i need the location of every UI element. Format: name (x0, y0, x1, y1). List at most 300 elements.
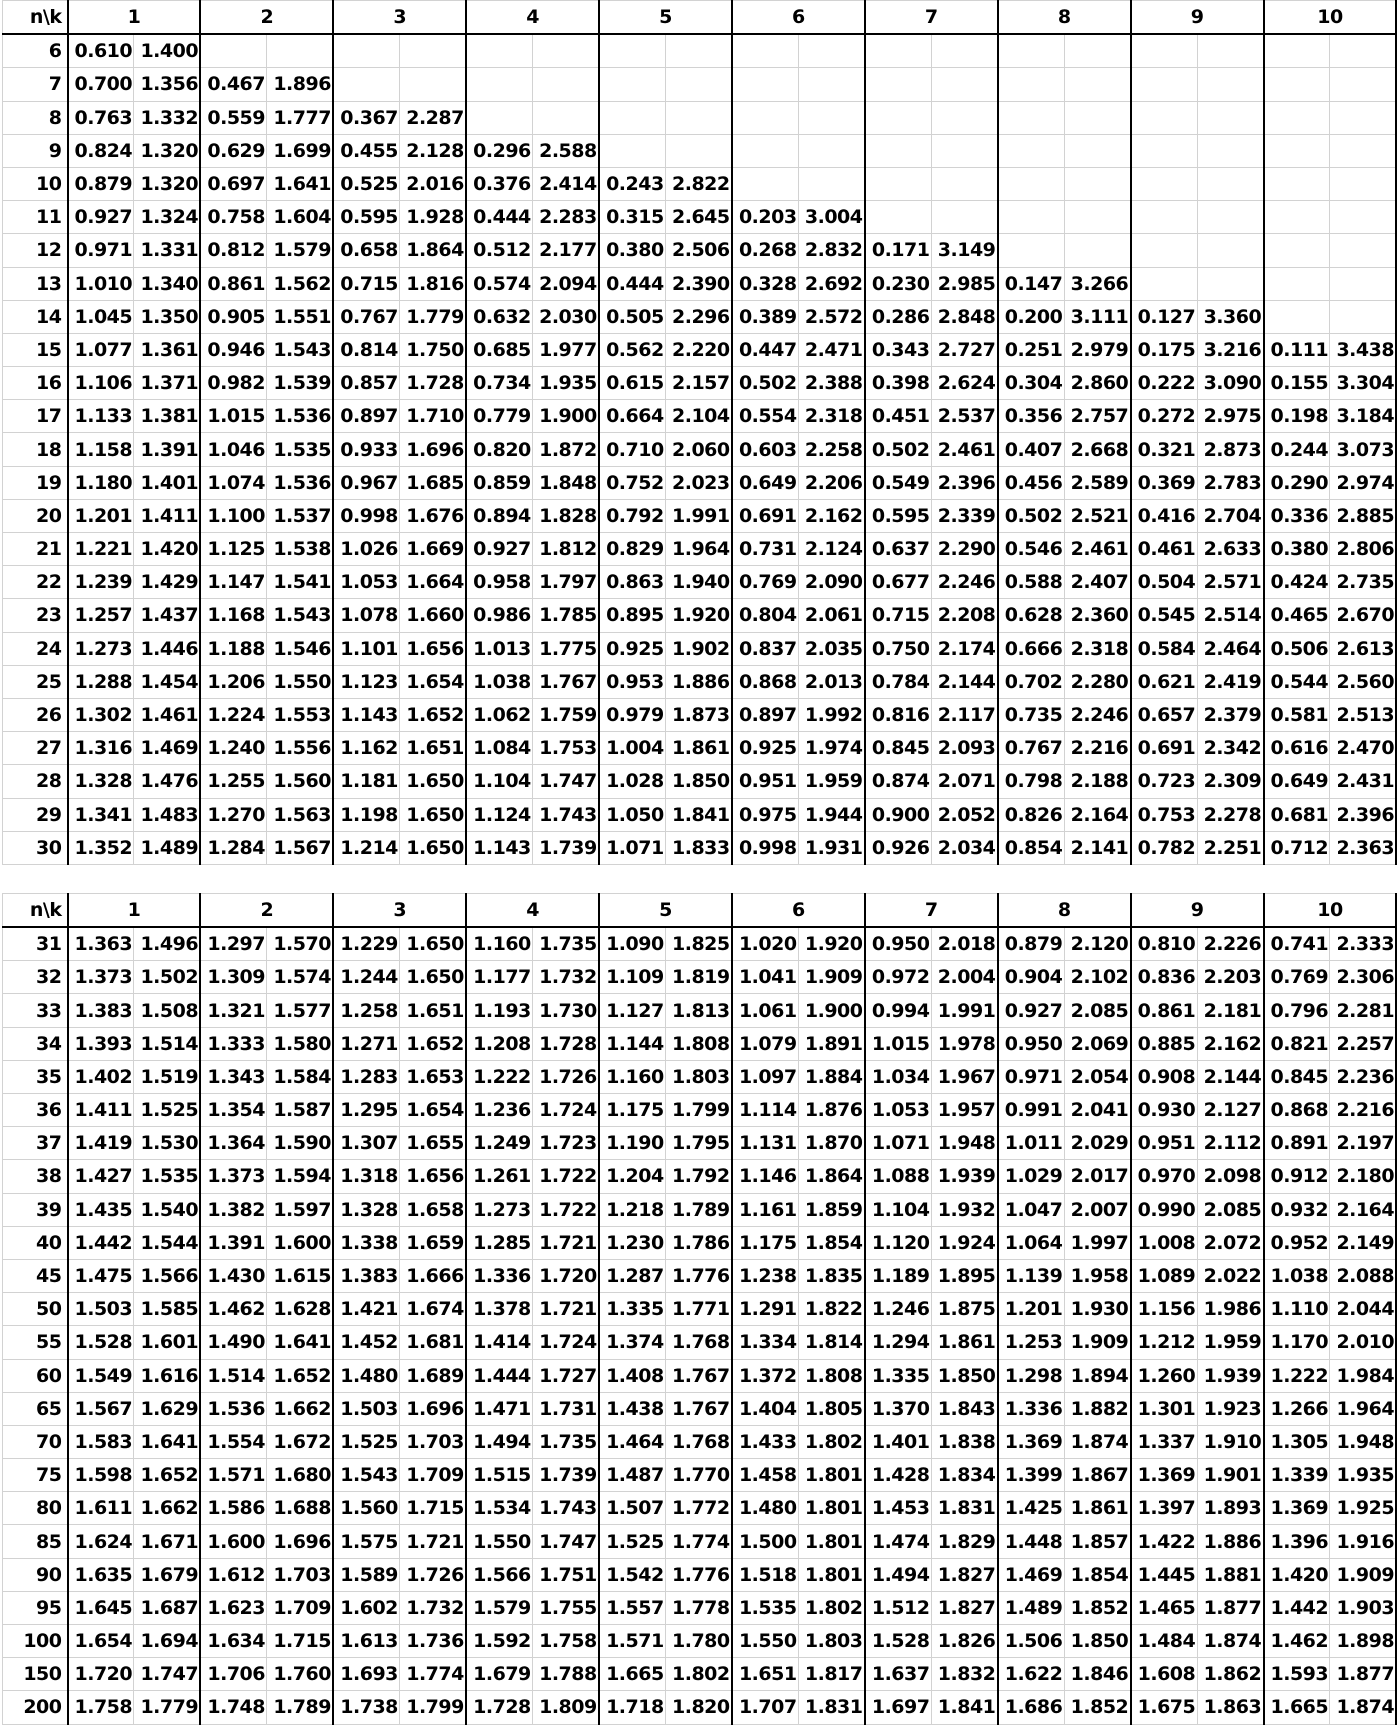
du-cell[interactable]: 1.340 (134, 267, 200, 300)
dl-cell[interactable]: 0.451 (865, 400, 931, 433)
du-cell[interactable]: 2.149 (1330, 1226, 1396, 1259)
du-cell[interactable]: 1.536 (267, 466, 333, 499)
dl-cell[interactable]: 1.273 (466, 1193, 532, 1226)
dl-cell[interactable]: 1.335 (599, 1293, 665, 1326)
dl-cell[interactable]: 0.512 (466, 234, 532, 267)
dl-cell[interactable]: 0.286 (865, 300, 931, 333)
dl-cell[interactable]: 1.301 (1131, 1392, 1197, 1425)
dl-cell[interactable] (732, 134, 798, 167)
du-cell[interactable]: 3.090 (1197, 367, 1263, 400)
du-cell[interactable]: 2.035 (798, 632, 864, 665)
dl-cell[interactable]: 0.504 (1131, 566, 1197, 599)
du-cell[interactable] (533, 101, 599, 134)
dl-cell[interactable]: 0.894 (466, 499, 532, 532)
du-cell[interactable]: 1.739 (533, 1459, 599, 1492)
dl-cell[interactable]: 0.198 (1264, 400, 1330, 433)
du-cell[interactable]: 1.566 (134, 1259, 200, 1292)
dl-cell[interactable]: 0.545 (1131, 599, 1197, 632)
dl-cell[interactable]: 0.798 (998, 765, 1064, 798)
dl-cell[interactable]: 1.458 (732, 1459, 798, 1492)
du-cell[interactable]: 1.884 (798, 1060, 864, 1093)
dl-cell[interactable]: 1.372 (732, 1359, 798, 1392)
dl-cell[interactable]: 0.750 (865, 632, 931, 665)
dl-cell[interactable]: 0.376 (466, 167, 532, 200)
du-cell[interactable] (1197, 68, 1263, 101)
dl-cell[interactable]: 1.373 (200, 1160, 266, 1193)
du-cell[interactable]: 1.730 (533, 994, 599, 1027)
du-cell[interactable]: 2.860 (1064, 367, 1130, 400)
dl-cell[interactable]: 1.645 (68, 1591, 134, 1624)
du-cell[interactable]: 2.017 (1064, 1160, 1130, 1193)
du-cell[interactable]: 1.446 (134, 632, 200, 665)
k-header[interactable]: 3 (333, 1, 466, 35)
dl-cell[interactable]: 1.041 (732, 961, 798, 994)
dl-cell[interactable]: 0.637 (865, 533, 931, 566)
dl-cell[interactable]: 1.748 (200, 1691, 266, 1724)
dl-cell[interactable]: 1.506 (998, 1625, 1064, 1658)
dl-cell[interactable]: 0.734 (466, 367, 532, 400)
du-cell[interactable]: 2.668 (1064, 433, 1130, 466)
dl-cell[interactable]: 0.826 (998, 798, 1064, 831)
dl-cell[interactable] (200, 34, 266, 68)
dl-cell[interactable]: 1.124 (466, 798, 532, 831)
k-header[interactable]: 5 (599, 1, 732, 35)
k-header[interactable]: 4 (466, 893, 599, 927)
dl-cell[interactable]: 0.544 (1264, 665, 1330, 698)
dl-cell[interactable]: 1.034 (865, 1060, 931, 1093)
dl-cell[interactable]: 1.161 (732, 1193, 798, 1226)
dl-cell[interactable]: 1.175 (599, 1094, 665, 1127)
row-header-n[interactable]: 12 (3, 234, 68, 267)
row-header-n[interactable]: 18 (3, 433, 68, 466)
dl-cell[interactable]: 1.175 (732, 1226, 798, 1259)
dl-cell[interactable] (1131, 134, 1197, 167)
du-cell[interactable]: 1.817 (798, 1658, 864, 1691)
k-header[interactable]: 8 (998, 1, 1131, 35)
du-cell[interactable]: 1.454 (134, 665, 200, 698)
du-cell[interactable]: 1.850 (931, 1359, 997, 1392)
dl-cell[interactable]: 1.084 (466, 732, 532, 765)
row-header-n[interactable]: 29 (3, 798, 68, 831)
dl-cell[interactable]: 1.592 (466, 1625, 532, 1658)
dl-cell[interactable]: 0.697 (200, 167, 266, 200)
du-cell[interactable]: 1.891 (798, 1027, 864, 1060)
du-cell[interactable]: 2.633 (1197, 533, 1263, 566)
du-cell[interactable] (798, 167, 864, 200)
dl-cell[interactable]: 1.123 (333, 665, 399, 698)
dl-cell[interactable]: 0.879 (68, 167, 134, 200)
dl-cell[interactable]: 1.127 (599, 994, 665, 1027)
dl-cell[interactable]: 1.494 (865, 1558, 931, 1591)
du-cell[interactable]: 1.874 (1330, 1691, 1396, 1724)
dl-cell[interactable]: 1.352 (68, 831, 134, 864)
dl-cell[interactable]: 0.290 (1264, 466, 1330, 499)
dl-cell[interactable]: 1.214 (333, 831, 399, 864)
du-cell[interactable]: 1.400 (134, 34, 200, 68)
du-cell[interactable]: 2.537 (931, 400, 997, 433)
dl-cell[interactable]: 1.583 (68, 1425, 134, 1458)
du-cell[interactable]: 1.964 (1330, 1392, 1396, 1425)
du-cell[interactable]: 2.144 (1197, 1060, 1263, 1093)
du-cell[interactable]: 2.464 (1197, 632, 1263, 665)
dl-cell[interactable] (998, 234, 1064, 267)
dl-cell[interactable] (1131, 267, 1197, 300)
dl-cell[interactable]: 1.484 (1131, 1625, 1197, 1658)
dl-cell[interactable]: 1.453 (865, 1492, 931, 1525)
dl-cell[interactable]: 1.013 (466, 632, 532, 665)
du-cell[interactable]: 1.743 (533, 798, 599, 831)
dl-cell[interactable] (732, 167, 798, 200)
dl-cell[interactable]: 0.784 (865, 665, 931, 698)
du-cell[interactable] (1197, 134, 1263, 167)
du-cell[interactable]: 3.004 (798, 201, 864, 234)
du-cell[interactable] (1197, 267, 1263, 300)
du-cell[interactable]: 1.852 (1064, 1691, 1130, 1724)
du-cell[interactable]: 1.666 (400, 1259, 466, 1292)
du-cell[interactable]: 1.767 (533, 665, 599, 698)
du-cell[interactable] (1064, 167, 1130, 200)
du-cell[interactable]: 1.650 (400, 831, 466, 864)
dl-cell[interactable]: 1.309 (200, 961, 266, 994)
du-cell[interactable]: 1.320 (134, 167, 200, 200)
dl-cell[interactable]: 1.239 (68, 566, 134, 599)
du-cell[interactable]: 1.411 (134, 499, 200, 532)
du-cell[interactable]: 2.085 (1064, 994, 1130, 1027)
row-header-n[interactable]: 60 (3, 1359, 68, 1392)
dl-cell[interactable]: 1.020 (732, 927, 798, 961)
dl-cell[interactable]: 0.447 (732, 333, 798, 366)
du-cell[interactable]: 1.802 (798, 1591, 864, 1624)
row-header-n[interactable]: 90 (3, 1558, 68, 1591)
dl-cell[interactable]: 1.305 (1264, 1425, 1330, 1458)
dl-cell[interactable]: 0.343 (865, 333, 931, 366)
dl-cell[interactable]: 1.720 (68, 1658, 134, 1691)
du-cell[interactable] (533, 34, 599, 68)
du-cell[interactable]: 1.755 (533, 1591, 599, 1624)
dl-cell[interactable]: 1.480 (333, 1359, 399, 1392)
dl-cell[interactable]: 1.542 (599, 1558, 665, 1591)
dl-cell[interactable]: 0.629 (200, 134, 266, 167)
du-cell[interactable]: 1.331 (134, 234, 200, 267)
dl-cell[interactable]: 0.296 (466, 134, 532, 167)
du-cell[interactable]: 1.535 (134, 1160, 200, 1193)
du-cell[interactable] (666, 34, 732, 68)
dl-cell[interactable]: 1.156 (1131, 1293, 1197, 1326)
dl-cell[interactable]: 0.979 (599, 698, 665, 731)
du-cell[interactable] (1330, 101, 1396, 134)
dl-cell[interactable]: 1.480 (732, 1492, 798, 1525)
du-cell[interactable]: 1.901 (1197, 1459, 1263, 1492)
dl-cell[interactable]: 0.814 (333, 333, 399, 366)
du-cell[interactable]: 1.723 (533, 1127, 599, 1160)
du-cell[interactable]: 1.992 (798, 698, 864, 731)
dl-cell[interactable]: 1.448 (998, 1525, 1064, 1558)
dl-cell[interactable]: 0.715 (333, 267, 399, 300)
du-cell[interactable]: 2.246 (931, 566, 997, 599)
du-cell[interactable]: 2.257 (1330, 1027, 1396, 1060)
du-cell[interactable]: 2.278 (1197, 798, 1263, 831)
dl-cell[interactable]: 1.560 (333, 1492, 399, 1525)
dl-cell[interactable]: 1.147 (200, 566, 266, 599)
dl-cell[interactable]: 0.837 (732, 632, 798, 665)
dl-cell[interactable]: 0.677 (865, 566, 931, 599)
du-cell[interactable]: 1.562 (267, 267, 333, 300)
du-cell[interactable]: 2.727 (931, 333, 997, 366)
dl-cell[interactable]: 1.433 (732, 1425, 798, 1458)
dl-cell[interactable]: 1.253 (998, 1326, 1064, 1359)
dl-cell[interactable]: 0.444 (466, 201, 532, 234)
du-cell[interactable]: 2.287 (400, 101, 466, 134)
k-header[interactable]: 9 (1131, 1, 1264, 35)
dl-cell[interactable]: 1.500 (732, 1525, 798, 1558)
du-cell[interactable]: 1.964 (666, 533, 732, 566)
du-cell[interactable]: 1.813 (666, 994, 732, 1027)
dl-cell[interactable]: 1.414 (466, 1326, 532, 1359)
dl-cell[interactable]: 1.125 (200, 533, 266, 566)
du-cell[interactable]: 2.396 (931, 466, 997, 499)
dl-cell[interactable]: 0.304 (998, 367, 1064, 400)
dl-cell[interactable]: 0.502 (732, 367, 798, 400)
du-cell[interactable]: 2.470 (1330, 732, 1396, 765)
dl-cell[interactable]: 1.139 (998, 1259, 1064, 1292)
du-cell[interactable]: 1.928 (400, 201, 466, 234)
dl-cell[interactable]: 0.398 (865, 367, 931, 400)
dl-cell[interactable]: 1.464 (599, 1425, 665, 1458)
du-cell[interactable]: 3.216 (1197, 333, 1263, 366)
du-cell[interactable]: 1.852 (1064, 1591, 1130, 1624)
du-cell[interactable]: 1.872 (533, 433, 599, 466)
du-cell[interactable]: 1.832 (931, 1658, 997, 1691)
du-cell[interactable]: 2.419 (1197, 665, 1263, 698)
du-cell[interactable]: 2.162 (1197, 1027, 1263, 1060)
du-cell[interactable]: 1.896 (267, 68, 333, 101)
row-header-n[interactable]: 23 (3, 599, 68, 632)
dl-cell[interactable]: 1.364 (200, 1127, 266, 1160)
du-cell[interactable] (931, 34, 997, 68)
dl-cell[interactable]: 1.260 (1131, 1359, 1197, 1392)
dl-cell[interactable]: 0.845 (865, 732, 931, 765)
dl-cell[interactable]: 1.110 (1264, 1293, 1330, 1326)
dl-cell[interactable]: 0.444 (599, 267, 665, 300)
dl-cell[interactable]: 0.657 (1131, 698, 1197, 731)
dl-cell[interactable]: 1.271 (333, 1027, 399, 1060)
du-cell[interactable]: 1.530 (134, 1127, 200, 1160)
dl-cell[interactable]: 1.465 (1131, 1591, 1197, 1624)
du-cell[interactable]: 1.699 (267, 134, 333, 167)
dl-cell[interactable] (998, 101, 1064, 134)
dl-cell[interactable]: 1.097 (732, 1060, 798, 1093)
dl-cell[interactable] (998, 167, 1064, 200)
du-cell[interactable]: 1.546 (267, 632, 333, 665)
row-header-n[interactable]: 8 (3, 101, 68, 134)
du-cell[interactable]: 1.925 (1330, 1492, 1396, 1525)
dl-cell[interactable]: 1.402 (68, 1060, 134, 1093)
dl-cell[interactable]: 1.047 (998, 1193, 1064, 1226)
du-cell[interactable]: 1.694 (134, 1625, 200, 1658)
du-cell[interactable]: 2.208 (931, 599, 997, 632)
du-cell[interactable]: 1.641 (134, 1425, 200, 1458)
dl-cell[interactable]: 1.487 (599, 1459, 665, 1492)
dl-cell[interactable]: 1.422 (1131, 1525, 1197, 1558)
dl-cell[interactable]: 1.090 (599, 927, 665, 961)
du-cell[interactable]: 1.381 (134, 400, 200, 433)
dl-cell[interactable]: 1.438 (599, 1392, 665, 1425)
du-cell[interactable]: 1.544 (134, 1226, 200, 1259)
du-cell[interactable]: 2.571 (1197, 566, 1263, 599)
du-cell[interactable]: 1.696 (400, 1392, 466, 1425)
dl-cell[interactable]: 0.467 (200, 68, 266, 101)
dl-cell[interactable]: 0.859 (466, 466, 532, 499)
dl-cell[interactable]: 0.127 (1131, 300, 1197, 333)
du-cell[interactable]: 1.759 (533, 698, 599, 731)
dl-cell[interactable]: 1.536 (200, 1392, 266, 1425)
dl-cell[interactable]: 1.071 (599, 831, 665, 864)
dl-cell[interactable]: 0.933 (333, 433, 399, 466)
du-cell[interactable] (1330, 300, 1396, 333)
dl-cell[interactable]: 1.273 (68, 632, 134, 665)
du-cell[interactable]: 1.401 (134, 466, 200, 499)
dl-cell[interactable] (865, 68, 931, 101)
du-cell[interactable]: 1.829 (931, 1525, 997, 1558)
du-cell[interactable]: 2.141 (1064, 831, 1130, 864)
dl-cell[interactable] (599, 34, 665, 68)
dl-cell[interactable]: 0.991 (998, 1094, 1064, 1127)
row-header-n[interactable]: 40 (3, 1226, 68, 1259)
dl-cell[interactable]: 0.861 (200, 267, 266, 300)
du-cell[interactable]: 1.563 (267, 798, 333, 831)
dl-cell[interactable]: 0.891 (1264, 1127, 1330, 1160)
du-cell[interactable]: 2.290 (931, 533, 997, 566)
dl-cell[interactable]: 0.946 (200, 333, 266, 366)
dl-cell[interactable]: 1.554 (200, 1425, 266, 1458)
du-cell[interactable]: 1.709 (267, 1591, 333, 1624)
du-cell[interactable]: 1.710 (400, 400, 466, 433)
du-cell[interactable]: 1.931 (798, 831, 864, 864)
row-header-n[interactable]: 100 (3, 1625, 68, 1658)
du-cell[interactable]: 2.010 (1330, 1326, 1396, 1359)
du-cell[interactable]: 1.674 (400, 1293, 466, 1326)
dl-cell[interactable]: 1.706 (200, 1658, 266, 1691)
dl-cell[interactable]: 1.010 (68, 267, 134, 300)
dl-cell[interactable]: 1.611 (68, 1492, 134, 1525)
du-cell[interactable]: 1.669 (400, 533, 466, 566)
dl-cell[interactable]: 0.812 (200, 234, 266, 267)
dl-cell[interactable]: 1.337 (1131, 1425, 1197, 1458)
dl-cell[interactable]: 0.715 (865, 599, 931, 632)
du-cell[interactable]: 1.777 (267, 101, 333, 134)
du-cell[interactable]: 2.251 (1197, 831, 1263, 864)
du-cell[interactable]: 1.651 (400, 994, 466, 1027)
du-cell[interactable]: 1.371 (134, 367, 200, 400)
du-cell[interactable]: 2.197 (1330, 1127, 1396, 1160)
dl-cell[interactable]: 1.378 (466, 1293, 532, 1326)
dl-cell[interactable]: 1.266 (1264, 1392, 1330, 1425)
dl-cell[interactable]: 0.998 (732, 831, 798, 864)
du-cell[interactable]: 1.939 (1197, 1359, 1263, 1392)
du-cell[interactable]: 2.034 (931, 831, 997, 864)
du-cell[interactable]: 1.502 (134, 961, 200, 994)
du-cell[interactable]: 1.660 (400, 599, 466, 632)
dl-cell[interactable]: 0.804 (732, 599, 798, 632)
du-cell[interactable]: 2.127 (1197, 1094, 1263, 1127)
du-cell[interactable]: 1.543 (267, 333, 333, 366)
dl-cell[interactable]: 1.222 (466, 1060, 532, 1093)
du-cell[interactable]: 1.680 (267, 1459, 333, 1492)
dl-cell[interactable] (1264, 167, 1330, 200)
dl-cell[interactable]: 1.550 (732, 1625, 798, 1658)
du-cell[interactable]: 2.102 (1064, 961, 1130, 994)
du-cell[interactable]: 1.920 (666, 599, 732, 632)
dl-cell[interactable]: 1.369 (998, 1425, 1064, 1458)
dl-cell[interactable] (1264, 34, 1330, 68)
dl-cell[interactable]: 0.816 (865, 698, 931, 731)
du-cell[interactable]: 2.061 (798, 599, 864, 632)
dl-cell[interactable]: 1.028 (599, 765, 665, 798)
du-cell[interactable] (798, 134, 864, 167)
dl-cell[interactable] (599, 68, 665, 101)
row-header-n[interactable]: 34 (3, 1027, 68, 1060)
row-header-n[interactable]: 16 (3, 367, 68, 400)
dl-cell[interactable]: 0.574 (466, 267, 532, 300)
dl-cell[interactable]: 0.741 (1264, 927, 1330, 961)
dl-cell[interactable]: 0.562 (599, 333, 665, 366)
du-cell[interactable]: 1.656 (400, 1160, 466, 1193)
dl-cell[interactable]: 1.336 (998, 1392, 1064, 1425)
dl-cell[interactable]: 1.435 (68, 1193, 134, 1226)
row-header-n[interactable]: 30 (3, 831, 68, 864)
du-cell[interactable]: 1.722 (533, 1193, 599, 1226)
dl-cell[interactable]: 0.356 (998, 400, 1064, 433)
du-cell[interactable]: 1.940 (666, 566, 732, 599)
dl-cell[interactable] (865, 101, 931, 134)
du-cell[interactable]: 1.543 (267, 599, 333, 632)
dl-cell[interactable]: 0.950 (998, 1027, 1064, 1060)
du-cell[interactable]: 2.339 (931, 499, 997, 532)
dl-cell[interactable]: 1.144 (599, 1027, 665, 1060)
dl-cell[interactable]: 1.512 (865, 1591, 931, 1624)
dl-cell[interactable]: 1.697 (865, 1691, 931, 1724)
du-cell[interactable]: 1.662 (267, 1392, 333, 1425)
du-cell[interactable]: 1.658 (400, 1193, 466, 1226)
du-cell[interactable]: 1.615 (267, 1259, 333, 1292)
du-cell[interactable]: 1.324 (134, 201, 200, 234)
k-header[interactable]: 1 (68, 1, 201, 35)
du-cell[interactable] (1330, 267, 1396, 300)
du-cell[interactable]: 2.044 (1330, 1293, 1396, 1326)
du-cell[interactable]: 3.149 (931, 234, 997, 267)
du-cell[interactable]: 1.774 (666, 1525, 732, 1558)
du-cell[interactable]: 3.073 (1330, 433, 1396, 466)
row-header-n[interactable]: 55 (3, 1326, 68, 1359)
du-cell[interactable]: 1.601 (134, 1326, 200, 1359)
du-cell[interactable] (1064, 234, 1130, 267)
du-cell[interactable]: 1.967 (931, 1060, 997, 1093)
du-cell[interactable]: 1.898 (1330, 1625, 1396, 1658)
dl-cell[interactable]: 1.474 (865, 1525, 931, 1558)
dl-cell[interactable]: 1.411 (68, 1094, 134, 1127)
du-cell[interactable]: 2.236 (1330, 1060, 1396, 1093)
dl-cell[interactable] (1131, 201, 1197, 234)
du-cell[interactable]: 1.590 (267, 1127, 333, 1160)
dl-cell[interactable]: 1.623 (200, 1591, 266, 1624)
du-cell[interactable]: 2.396 (1330, 798, 1396, 831)
dl-cell[interactable]: 1.270 (200, 798, 266, 831)
dl-cell[interactable]: 1.679 (466, 1658, 532, 1691)
du-cell[interactable] (666, 134, 732, 167)
du-cell[interactable] (1197, 167, 1263, 200)
du-cell[interactable]: 1.779 (134, 1691, 200, 1724)
dl-cell[interactable]: 0.900 (865, 798, 931, 831)
